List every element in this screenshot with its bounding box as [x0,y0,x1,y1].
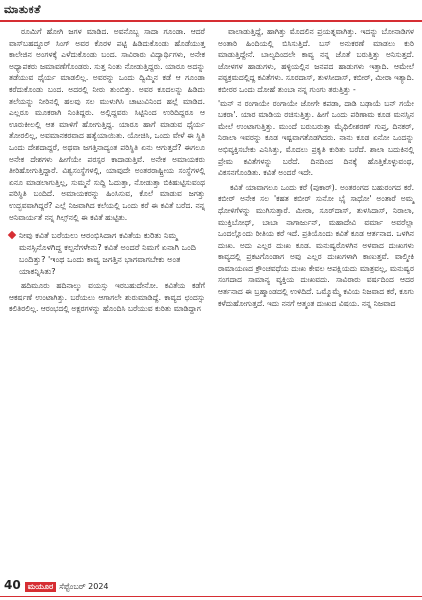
body-paragraph: ವಾಲಾಡುತ್ತಿದ್ದೆ, ಹಾಗಿತ್ತು ಮೊದಲಿನ ಪ್ರಯತ್ನವಾಗಿತ್ತು. ಇದನ್ನು ಬೋನಾಡಿಗಳ ಅಂತಾರಿ ಹಿಂದಿಯಲ್ಲಿ ಬಿಸಿಸುತ್ತಿದೆ. ಬಸ್ ಅನುಕರಣೆ ಮಾಡಲು ಕುರಿ ಮಾಡುತ್ತಿದ್ದೇನೆ. ಬಾಲ್ಯದಿಂದಲೇ ಕಾವ್ಯ ನನ್ನ ಜೊತೆ ಬರುತ್ತಿತ್ತು ಅನಿಸುತ್ತದೆ. ಜೋಳಗಳ ಹಾಡುಗಳು, ಹಳ್ಳಿಯಲ್ಲಿನ ಜನಪದ ಹಾಡುಗಳು ಇತ್ತಾದಿ. ಆಮೇಲೆ ಪಠ್ಯಕ್ರಮದಲ್ಲಿದ್ದ ಕವಿತೆಗಳು. ಸೂರದಾಸ್, ತುಳಸೀದಾಸ್, ಕಬೀರ್, ಮೀರಾ ಇತ್ಯಾದಿ. ಕಬೀರರ ಒಂದು ದೋಹೆ ತುಂಬಾ ನನ್ನ ಗುಂಗು ತರುತ್ತಿತ್ತು - [218,27,414,94]
page-header [0,0,422,22]
page-footer [4,578,109,596]
left-column [9,26,205,317]
footer-divider [0,596,422,597]
interview-question [9,229,205,277]
answer-paragraph: ಹದಿಮೂರು ಹದಿನಾಲ್ಕು ವಯಸ್ಸು ಇರಬಹುದೇನೋ. ಕವಿತೆಯ ಕಡೆಗೆ ಆಕರ್ಷಣೆ ಉಂಟಾಗಿತ್ತು. ಬರೆಯಲು ಆಗಾಗಲೇ ಶುರುಮಾಡಿದ್ದೆ. ಕಾವ್ಯದ ಛಂದಸ್ಸು ಕಲಿತಿರಲಿಲ್ಲ. ಆರಂಭದಲ್ಲಿ ಅಕ್ಷರಗಳನ್ನು ಹೊಂದಿಸಿ ಬರೆಯುವ ಕುರಿತು ಮಾಡಿದ್ದಾಗ [9,281,205,314]
magazine-logo: ಮಯೂರ [25,582,57,592]
right-column [218,26,414,311]
body-paragraph: ರೂಮಿಗೆ ಹೋಗಿ ಜಗಳ ಮಾಡಿದ. ಅವನೊಬ್ಬ ಸಾದಾ ಗೂಂಡಾ. ಆದರೆ ವಾಸ್‌ಬಹದ್ದೂರ್ ಸಿಂಗ್ ಅವರ ಕೊರಳ ಪಟ್ಟಿ ಹಿಡಿದುಕೊಂಡು ಹೊಡೆಯುತ್ತ ಕಾಲೇಜಿನ ಅಂಗಳಕ್ಕೆ ಎಳೆದುಕೊಂಡು ಬಂದ. ಸಾವಿರಾರು ವಿದ್ಯಾರ್ಥಿಗಳು, ಅನೇಕ ಅಧ್ಯಾಪಕರು ಜಮಾವಣೆಗೊಂಡರು. ಸುತ್ತ ನಿಂತು ನೋಡುತ್ತಿದ್ದರು. ಯಾರೂ ಅದನ್ನು ತಡೆಯುವ ಧೈರ್ಯ ಮಾಡಲಿಲ್ಲ. ಅವರನ್ನು ಒಂದು ದ್ವಿಮ್ಮಿನ ಕಡೆ ಆ ಗೂಂಡಾ ಕರೆದುಕೊಂಡು ಬಂದ. ಅದರಲ್ಲಿ ನೀರು ತುಂಬಿತ್ತು. ಅವರ ಕೂದಲನ್ನು ಹಿಡಿದು ತಲೆಯನ್ನು ನೀರಿನಲ್ಲಿ ಹಲವು ಸಲ ಮುಳುಗಿಸಿ ಚಾಟುವಿನಿಂದ ಹಲ್ಲೆ ಮಾಡಿದ. ಎಲ್ಲರೂ ಮೂಕರಾಗಿ ನಿಂತಿದ್ದರು. ಅಲ್ಲಿದ್ದವರು ಸಿಟ್ಟಿನಿಂದ ಉರಿದಿದ್ದರೂ ಆ ಊರುಕೀಲಲ್ಲಿ ಆತ ಮಾಳಿಗೆ ಹೋಗುತ್ತಿದ್ದ. ಯಾರೂ ಹಾಗೆ ಮಾಡುವ ಧೈರ್ಯ ತೋರಲಿಲ್ಲ, ಅವಮಾನಕರವಾದ ಹತ್ಯೆಯಾಯಿತು. ಯೋಚಿಸಿ, ಒಂದು ವೇಳೆ ಈ ಸ್ಥಿತಿ ಒಂದು ದೇಶದಾದ್ದರೆ, ಅಥವಾ ಜಗತ್ತಿನಾದ್ಯಂತ ಪರಿಸ್ಥಿತಿ ಏನು ಆಗುತ್ತದೆ? ಈಗಲೂ ಅನೇಕ ದೇಶಗಳು ಹೀಗೆಯೇ ಪರಸ್ಪರ ಕಾದಾಡುತ್ತಿವೆ. ಅನೇಕ ಅಮಾಯಕರು ತೀರಿಹೋಗುತ್ತಿದ್ದಾರೆ. ವಿಶ್ವಸಂಸ್ಥೆಗಳಲ್ಲಿ, ಯಾವುದೇ ಅಂತರರಾಷ್ಟ್ರೀಯ ಸಂಸ್ಥೆಗಳಲ್ಲಿ ಏನೂ ಮಾಡಲಾಗುತ್ತಿಲ್ಲ, ಸುಮ್ಮನೆ ಸುದ್ದಿ ಓದುತ್ತಾ, ನೋಡುತ್ತಾ ಬಿಕಿಹುಟ್ಟಿಸುವಂಥ ಪರಿಸ್ಥಿತಿ ಬಂದಿದೆ. ಅಮಾಯಕರನ್ನು ಹಿಂಸಿಸುವ, ಕೊಲೆ ಮಾಡುವ ಜಗತ್ತು ಉದ್ಭವವಾಗಿದ್ದರೆ? ಎಲ್ಲೆ ನಿಜವಾಗಿದ ಕಲೆಯಲ್ಲಿ ಒಂದು ಕರೆ ಈ ಕವಿತೆ ಬರೆದ. ನನ್ನ ಅನಿವಾರ್ಯತೆ ನನ್ನ ಗಿಲ್ಸ್‌ನಲ್ಲಿ ಈ ಕವಿತೆ ಹುಟ್ಟಿತು. [9,27,205,222]
body-paragraph: ಕವಿತೆ ಯಾವಾಗಲೂ ಒಂದು ಕರೆ (ಪುಕಾರ್). ಅಂತರಂಗದ ಬಹುರಂಗದ ಕರೆ. ಕಬೀರ್ ಅನೇಕ ಸಲ 'ಕಹತ ಕಬೀರ್ ಸುನೋ ಭೈ ಸಾಧೋ' ಅಂತಾರೆ ಅಮ್ಮ ಧೋಳಿಗೆಳನ್ನು ಮುಗಿಸುತ್ತಾರೆ. ಮೀರಾ, ಸೂರ್‌ದಾಸ್, ತುಳಸಿದಾಸ್, ನಿರಾಲಾ, ಮುಕ್ತಿಬೋಧ್, ಬಾಬಾ ನಾಗಾರ್ಜುನ್, ಮಹಾದೇವಿ ವರ್ಮಾ ಅವರೆಲ್ಲಾ ಒಂದಲ್ಲೊಂದು ರೀತಿಯ ಕರೆ ಇದೆ. ಪ್ರತಿಯೊಂದು ಕವಿತೆ ಕೂಡ ಆರ್ತನಾದ. ಒಳಗಿನ ದುಃಖ. ಅದು ಎಲ್ಲರ ದುಃಖ ಕೂಡ. ಮನುಷ್ಯರೊಳಗಿನ ಅಳವಾದ ದುಃಖಗಳು ಕಾವ್ಯದಲ್ಲಿ ಪ್ರಕಟಗೊಂಡಾಗ ಅವು ಎಲ್ಲರ ದುಃಖಗಳಾಗಿ ಕಾಣುತ್ತವೆ. ವಾಲ್ಮೀಕಿ ರಾಮಾಯಣದ ಕ್ರೌಂಚವಧೆಯ ದುಃಖ ಕೇವಲ ಆಪಕ್ಷಿಯದು ಮಾತ್ರವಲ್ಲ, ಮನುಷ್ಯರ ಸಂಗದಾದ ಸಾಮಾನ್ಯ ವ್ಯಕ್ತಿಯ ದುಃಖವದು. ಸಾವಿರಾರು ವರ್ಷದಿಂದ ಆದರ ಆರ್ತನಾದ ಈ ಬ್ರಹ್ಮಾಂಡದಲ್ಲಿ ಉಳಿದಿದೆ. ಒಮ್ಮೊಮ್ಮೆ ಕವಿಯ ನಿಜವಾದ ಕರೆ, ಕೂಗು ಕಳೆದುಹೋಗುತ್ತದೆ. ಇದು ನನಗೆ ಆತ್ಮಂತ ದುಃಖದ ವಿಷಯ. ನನ್ನ ನಿಜವಾದ [218,182,414,308]
issue-date: ಸೆಪ್ಟೆಂಬರ್ 2024 [59,582,109,591]
question-bullet-icon [8,231,16,239]
body-paragraph: 'ಮನ್ ನ ರಂಗಾಯೇ ರಂಗಾಯೇ ಜೋಗೇ ಕಪಡಾ, ದಾಡಿ ಬಢಾಯೆ ಬನ್ ಗಯೇ ಬಕರಾ'. ಯಾರ ಮಾಡಿಯ ರಚಿಸುತ್ತಿತ್ತು. ಹೀಗೆ ಒಂದು ಪರಿಣಾಮ ಕೂಡ ಮನಸ್ಸಿನ ಮೇಲೆ ಉಂಟಾಗುತ್ತಿತ್ತು. ಮುಂದೆ ಬರುಬರುತ್ತಾ ಮೈಥಿಲೀಶರಣ್ ಗುಪ್ತ, ದಿನಕರ್, ನಿರಾಲಾ ಇವರನ್ನು ಕೂಡ ಇಷ್ಟವಾಗತೊಡಗಿದರು. ನಾನು ಕೂಡ ಏನೋ ಒಂದನ್ನು ಅಭಿವ್ಯಕ್ತಿಸಬೇಕು ಎನಿಸಿತ್ತು, ಮೊದಲು ಪ್ರಕೃತಿ ಕುರಿತು ಬರೆದೆ. ಶಾಲಾ ಬದುಕಿನಲ್ಲಿ ಪ್ರೇಮ ಕವಿತೆಗಳನ್ನು ಬರೆದೆ. ದಿನದಿಂದ ದಿನಕ್ಕೆ ಹೊತ್ತಿಕೊಳ್ಳುವಂಥ, ವಿಕಸನಗೊಂಡಿತು. ಕವಿತೆ ಅಂದರೆ ಇದೇ. [218,98,414,178]
section-title: ಮಾತುಕತೆ [4,3,41,16]
page-number: 40 [4,578,21,592]
question-text: ನೀವು ಕವಿತೆ ಬರೆಯಲು ಆರಂಭಿಸಿದಾಗ ಕವಿತೆಯ ಕುರಿತು ನಿಮ್ಮ ಮನಸ್ಸಿನೊಳಗಿದ್ದ ಕಲ್ಪನೆಗಳೇನು? ಕವಿತೆ ಅಂದರೆ ನಿಮಗೆ ಏನಾಗಿ ಒಂದಿ ಬಂದಿತ್ತು? 'ಇಂಥ ಒಂದು ಕಾವ್ಯ ಜಗತ್ತಿನ ಭಾಗವಾಗಬೇಕು ಅಂತ ಯಾಕನ್ನಿಸಿತು? [19,230,197,277]
header-divider [0,20,422,22]
